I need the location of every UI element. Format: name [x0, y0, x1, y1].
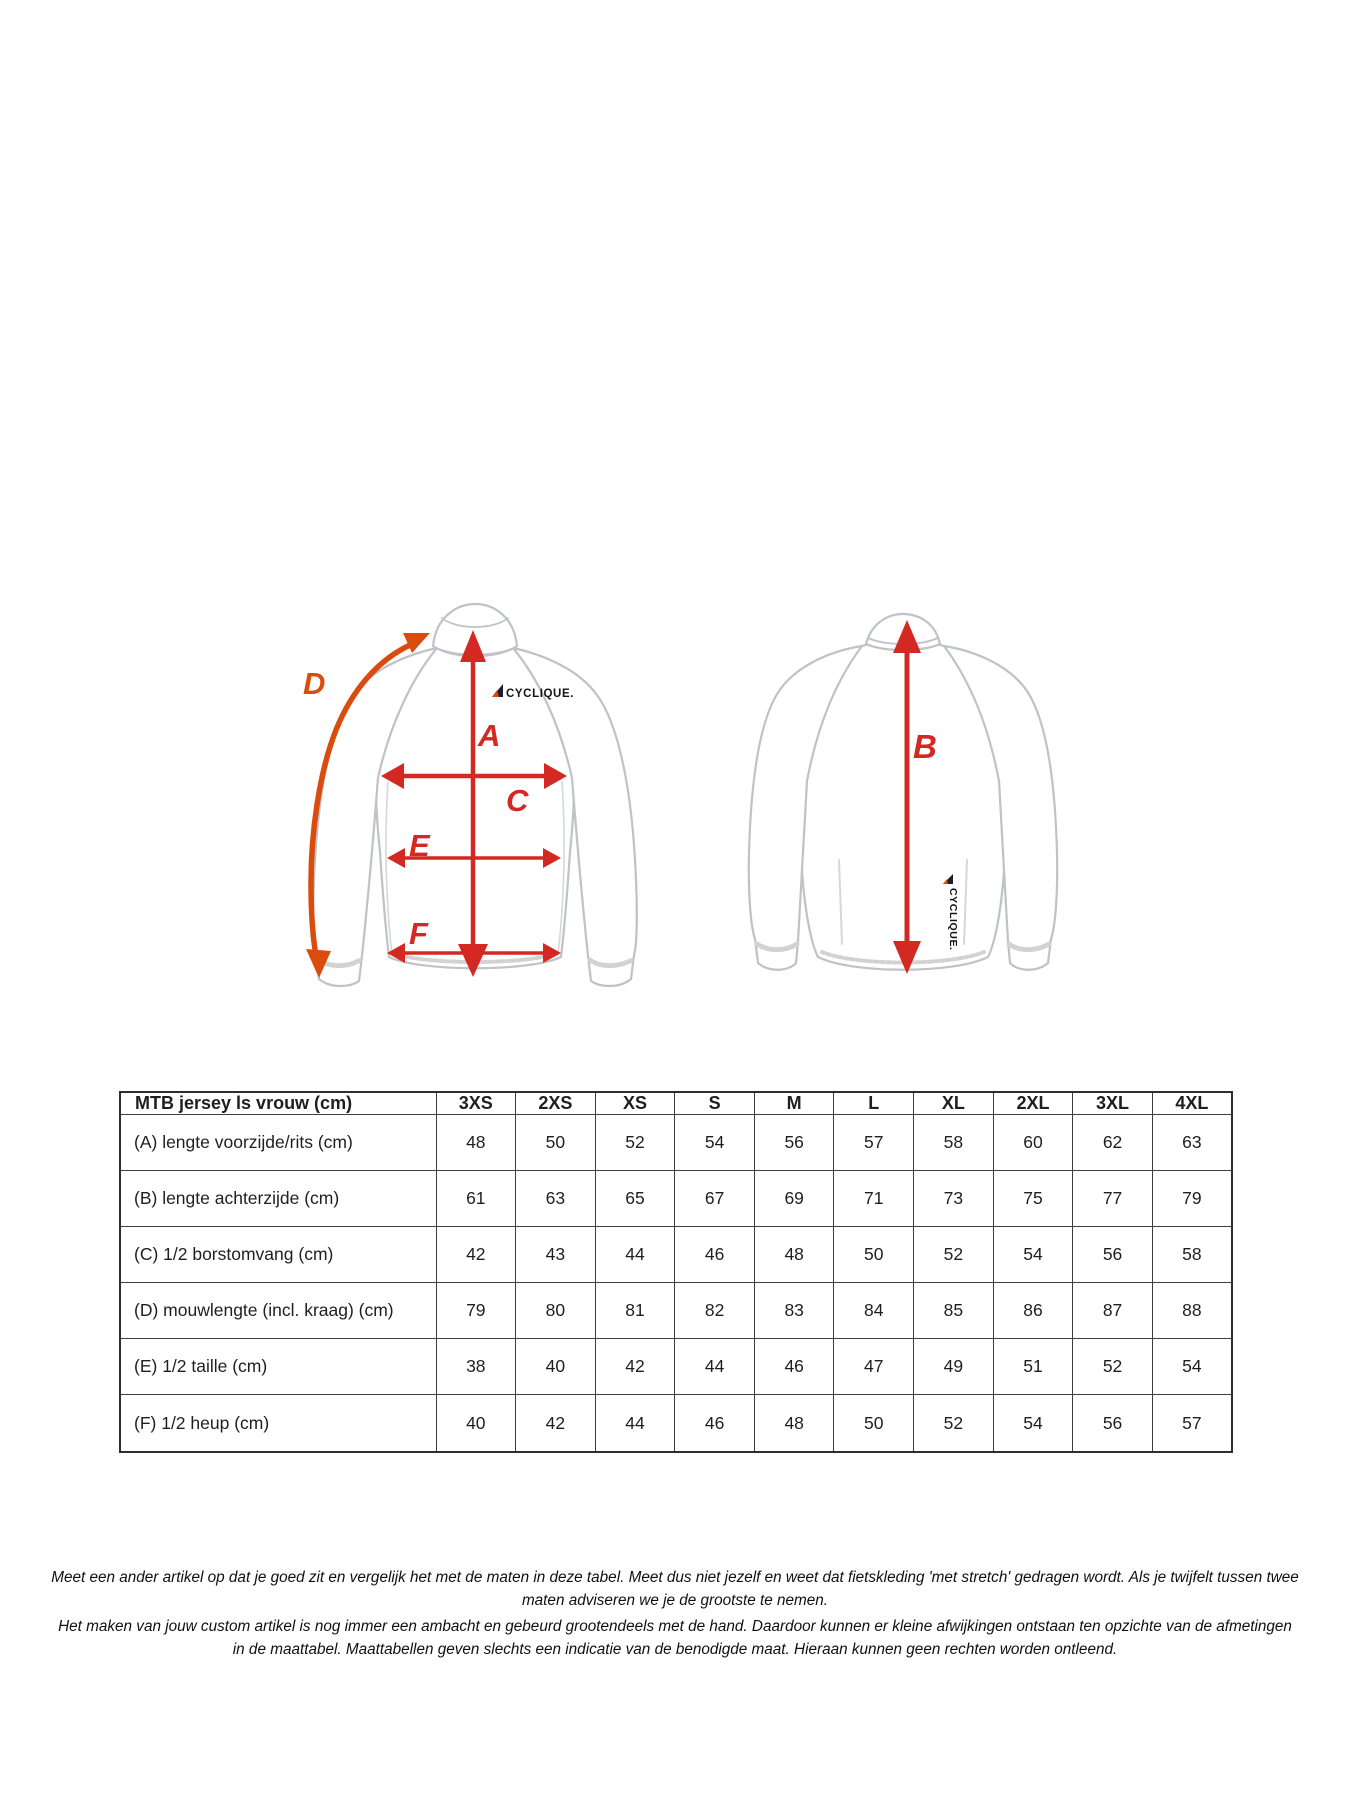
size-value: 67 [675, 1171, 755, 1227]
size-table-header-row [120, 1092, 1232, 1115]
measure-label-c: C [506, 783, 529, 818]
size-value: 42 [516, 1395, 596, 1452]
size-column-header: XL [914, 1092, 994, 1115]
size-value: 83 [754, 1283, 834, 1339]
size-value: 52 [914, 1227, 994, 1283]
size-value: 88 [1152, 1283, 1232, 1339]
measure-label-f: F [409, 916, 428, 951]
measure-row-label: (E) 1/2 taille (cm) [120, 1339, 436, 1395]
size-table [119, 1091, 1233, 1453]
size-column-header: 3XS [436, 1092, 516, 1115]
size-value: 69 [754, 1171, 834, 1227]
table-row [120, 1283, 1232, 1339]
size-value: 50 [834, 1395, 914, 1452]
size-table-container [119, 1091, 1231, 1453]
size-value: 38 [436, 1339, 516, 1395]
size-value: 48 [754, 1395, 834, 1452]
size-value: 54 [993, 1227, 1073, 1283]
size-value: 79 [436, 1283, 516, 1339]
size-value: 49 [914, 1339, 994, 1395]
size-value: 40 [516, 1339, 596, 1395]
back-jersey-diagram [749, 614, 1057, 970]
measure-row-label: (B) lengte achterzijde (cm) [120, 1171, 436, 1227]
size-value: 40 [436, 1395, 516, 1452]
measure-label-a: A [478, 718, 501, 753]
size-value: 43 [516, 1227, 596, 1283]
size-value: 54 [1152, 1339, 1232, 1395]
size-value: 65 [595, 1171, 675, 1227]
size-value: 44 [595, 1227, 675, 1283]
size-column-header: M [754, 1092, 834, 1115]
size-column-header: S [675, 1092, 755, 1115]
size-column-header: L [834, 1092, 914, 1115]
footer-line-2: maten adviseren we je de grootste te nemen. [521, 1592, 829, 1609]
size-value: 57 [834, 1115, 914, 1171]
size-value: 61 [436, 1171, 516, 1227]
table-row [120, 1115, 1232, 1171]
size-value: 48 [436, 1115, 516, 1171]
footer-notes [0, 1566, 1350, 1661]
measure-label-d: D [303, 666, 326, 701]
size-value: 52 [914, 1395, 994, 1452]
size-value: 50 [516, 1115, 596, 1171]
brand-text-back: CYCLIQUE. [947, 888, 959, 951]
measure-label-e: E [409, 828, 430, 863]
size-value: 48 [754, 1227, 834, 1283]
brand-text-front: CYCLIQUE. [506, 688, 575, 700]
table-row [120, 1339, 1232, 1395]
measure-row-label: (F) 1/2 heup (cm) [120, 1395, 436, 1452]
size-value: 52 [595, 1115, 675, 1171]
size-value: 46 [675, 1395, 755, 1452]
footer-line-1: Meet een ander artikel op dat je goed zit en vergelijk het met de maten in deze tabel. Meet dus niet jezelf en weet dat fietskleding 'met stretch' gedragen wordt. Als je twijfelt tussen twee [51, 1569, 1299, 1586]
size-value: 54 [993, 1395, 1073, 1452]
size-value: 50 [834, 1227, 914, 1283]
size-value: 58 [914, 1115, 994, 1171]
size-value: 51 [993, 1339, 1073, 1395]
size-column-header: 2XL [993, 1092, 1073, 1115]
size-value: 42 [595, 1339, 675, 1395]
size-value: 46 [675, 1227, 755, 1283]
measure-row-label: (A) lengte voorzijde/rits (cm) [120, 1115, 436, 1171]
size-column-header: XS [595, 1092, 675, 1115]
size-value: 81 [595, 1283, 675, 1339]
size-value: 60 [993, 1115, 1073, 1171]
size-value: 84 [834, 1283, 914, 1339]
size-value: 47 [834, 1339, 914, 1395]
measure-row-label: (C) 1/2 borstomvang (cm) [120, 1227, 436, 1283]
size-value: 87 [1073, 1283, 1153, 1339]
size-value: 71 [834, 1171, 914, 1227]
size-value: 52 [1073, 1339, 1153, 1395]
size-value: 82 [675, 1283, 755, 1339]
measure-row-label: (D) mouwlengte (incl. kraag) (cm) [120, 1283, 436, 1339]
footer-line-3: Het maken van jouw custom artikel is nog immer een ambacht en gebeurd grootendeels met de hand. Daardoor kunnen er kleine afwijkingen ontstaan ten opzichte van de afmetingen [58, 1618, 1292, 1635]
size-value: 56 [1073, 1227, 1153, 1283]
size-value: 62 [1073, 1115, 1153, 1171]
size-value: 73 [914, 1171, 994, 1227]
size-value: 56 [1073, 1395, 1153, 1452]
size-column-header: 4XL [1152, 1092, 1232, 1115]
footer-line-4: in de maattabel. Maattabellen geven slechts een indicatie van de benodigde maat. Hieraan kunnen geen rechten worden ontleend. [232, 1641, 1118, 1658]
size-value: 63 [516, 1171, 596, 1227]
table-row [120, 1395, 1232, 1452]
size-value: 46 [754, 1339, 834, 1395]
table-row [120, 1227, 1232, 1283]
size-column-header: 3XL [1073, 1092, 1153, 1115]
size-value: 80 [516, 1283, 596, 1339]
size-value: 75 [993, 1171, 1073, 1227]
size-value: 85 [914, 1283, 994, 1339]
size-value: 58 [1152, 1227, 1232, 1283]
table-row [120, 1171, 1232, 1227]
size-value: 44 [675, 1339, 755, 1395]
size-value: 79 [1152, 1171, 1232, 1227]
size-column-header: 2XS [516, 1092, 596, 1115]
size-value: 57 [1152, 1395, 1232, 1452]
size-value: 77 [1073, 1171, 1153, 1227]
table-title-cell: MTB jersey ls vrouw (cm) [120, 1092, 436, 1115]
size-value: 44 [595, 1395, 675, 1452]
size-value: 86 [993, 1283, 1073, 1339]
size-value: 42 [436, 1227, 516, 1283]
size-value: 56 [754, 1115, 834, 1171]
size-value: 63 [1152, 1115, 1232, 1171]
measure-label-b: B [913, 728, 937, 765]
size-value: 54 [675, 1115, 755, 1171]
